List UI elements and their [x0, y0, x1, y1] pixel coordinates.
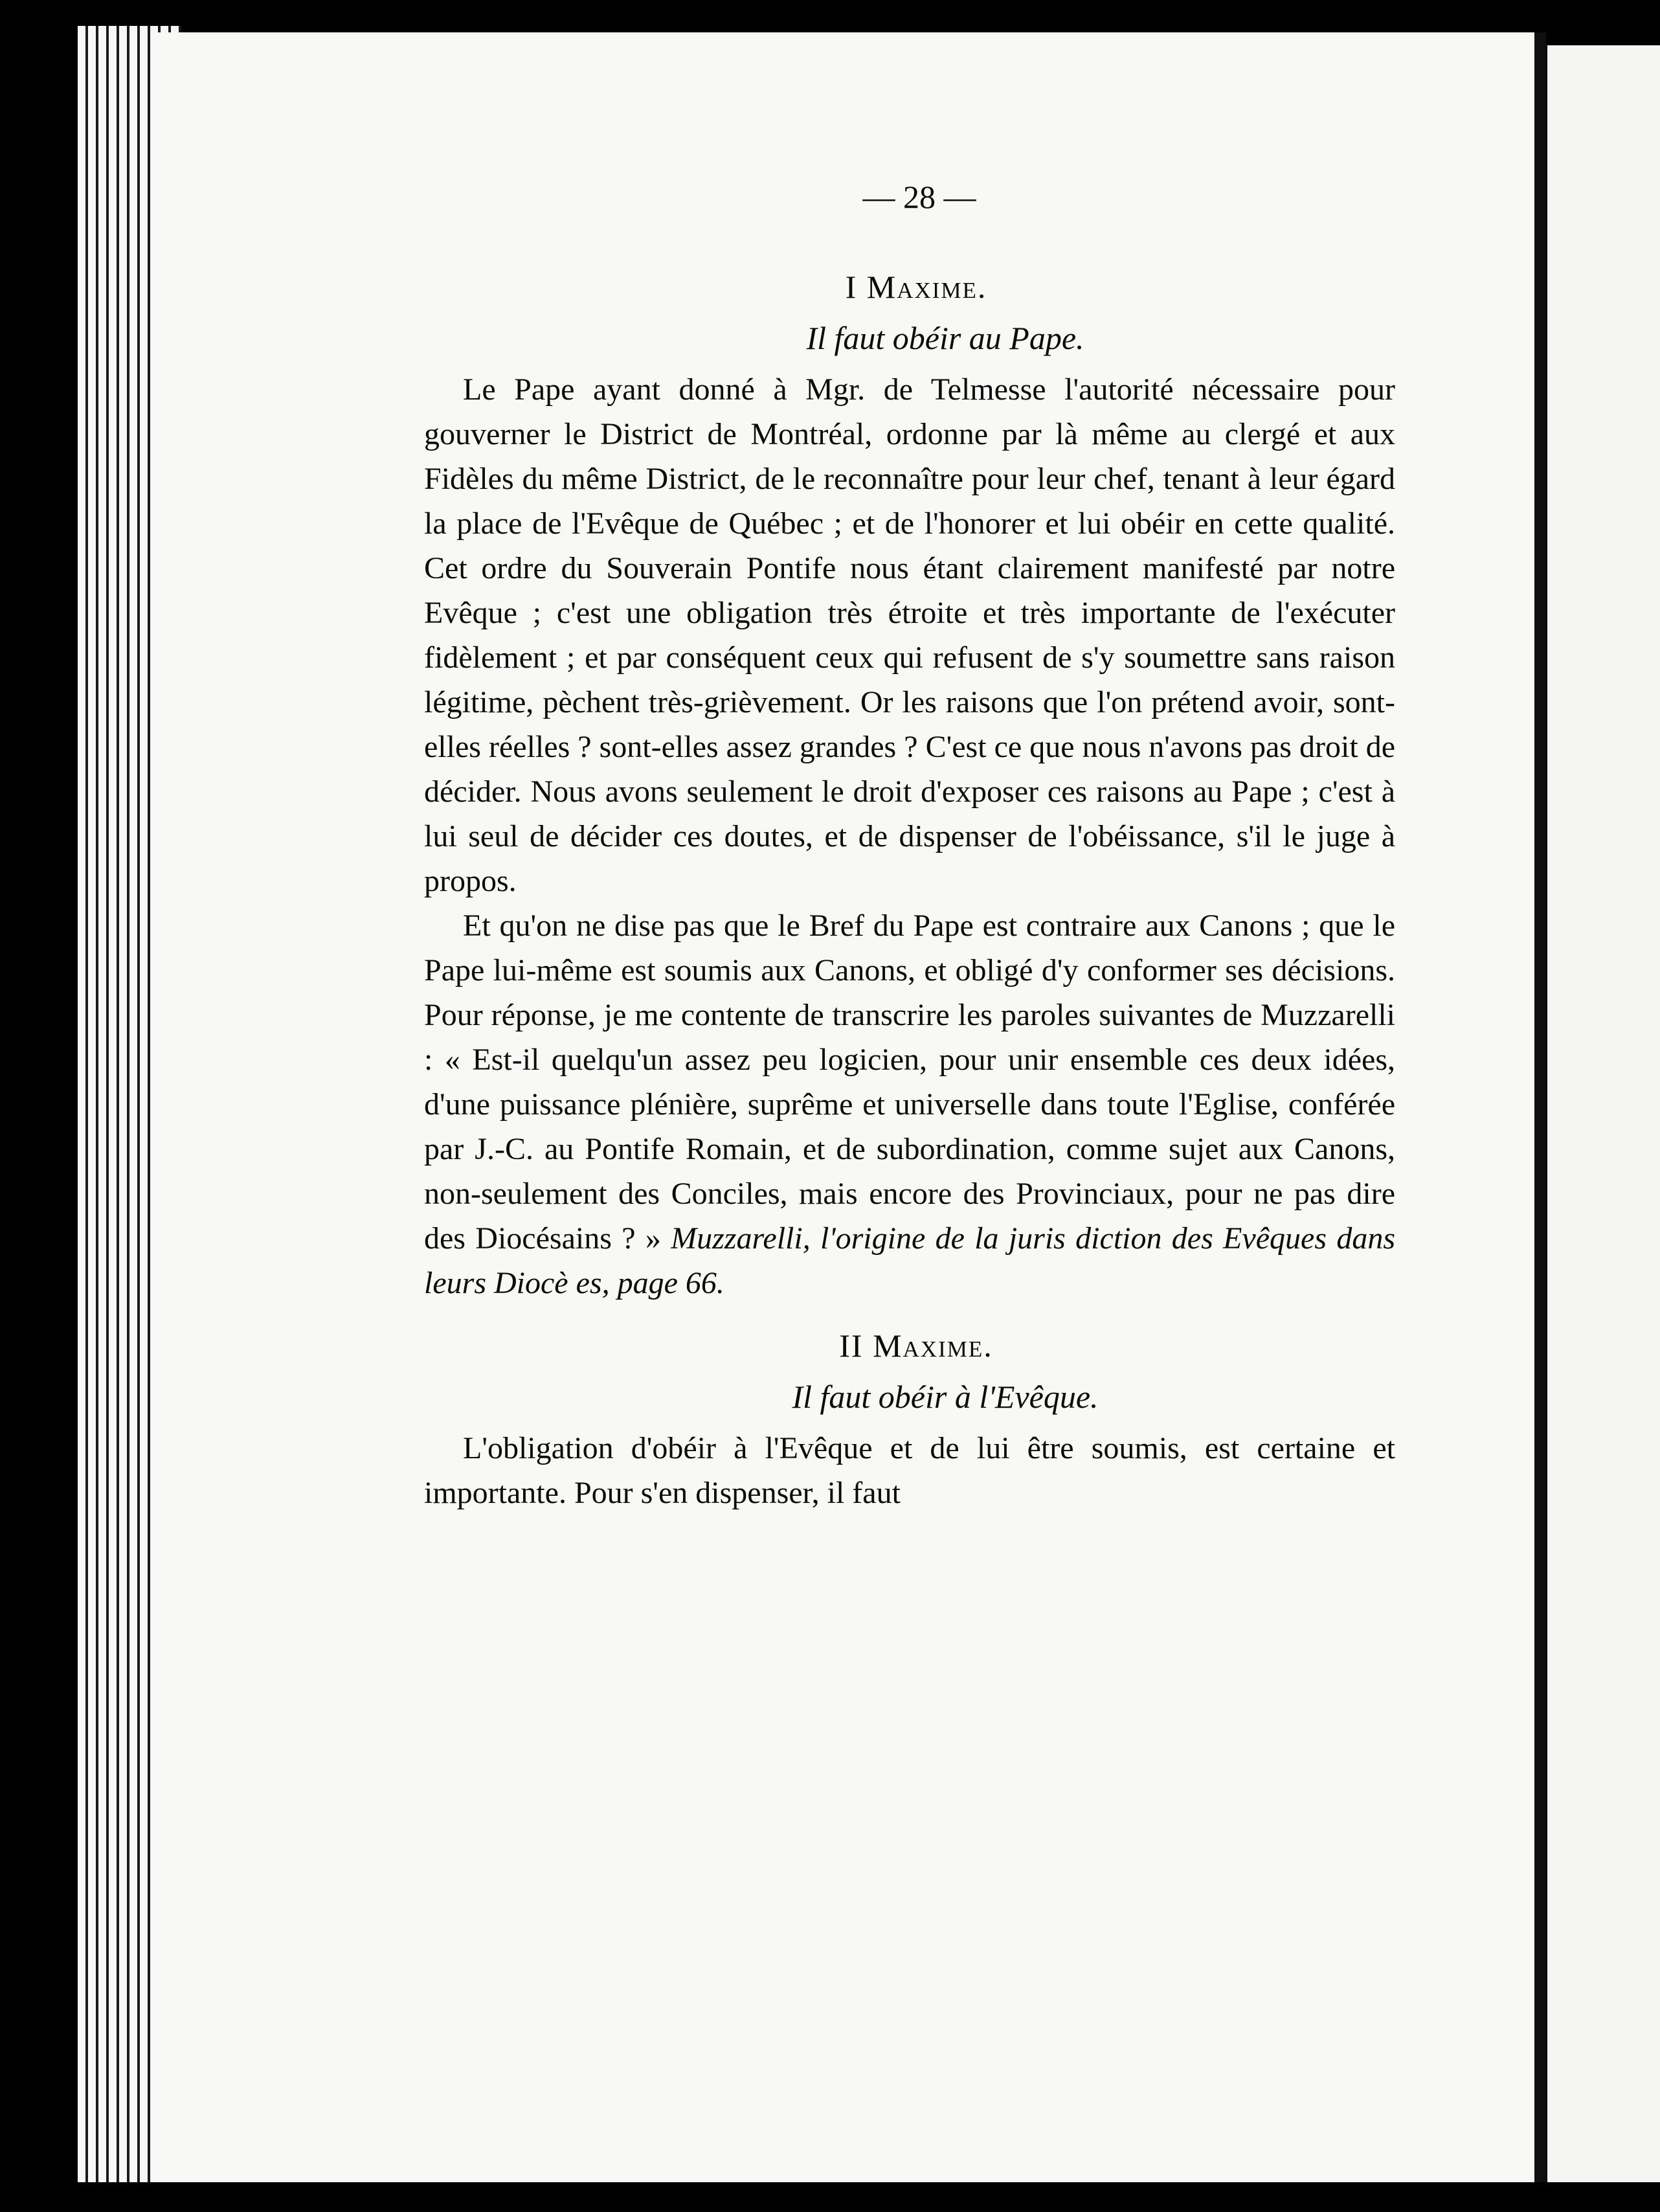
section-subheading-1: Il faut obéir au Pape. [806, 320, 1084, 356]
section-heading-2 [424, 1324, 1395, 1368]
paragraph-canons-text: Et qu'on ne dise pas que le Bref du Pape est contraire aux Canons ; que le Pape lui-même est soumis aux Canons, et obligé d'y conformer ses décisions. Pour réponse, je me contente de transcrire les paroles suivantes de Muzzarelli : « Est-il quelqu'un assez peu logicien, pour unir ensemble ces deux idées, d'une puissance plénière, suprême et universelle dans toute l'Eglise, conférée par J.-C. au Pontife Romain, et de subordination, comme sujet aux Canons, non-seulement des Conciles, mais encore des Provinciaux, pour ne pas dire des Diocésains ? » [424, 909, 1395, 1256]
page-text-block [424, 175, 1395, 1515]
heading-word-2: Maxime. [873, 1327, 993, 1364]
heading-word-1: Maxime. [866, 269, 987, 305]
section-gap [424, 1305, 1395, 1324]
paragraph-canons-objection [424, 903, 1395, 1305]
facing-page-edge [1547, 45, 1660, 2182]
paragraph-papal-authority: Le Pape ayant donné à Mgr. de Telmesse l'autorité nécessaire pour gouverner le District de Montréal, ordonne par là même au clergé et aux Fidèles du même District, de le reconnaître pour leur chef, tenant à leur égard la place de l'Evêque de Québec ; et de l'honorer et lui obéir en cette qualité. Cet ordre du Souverain Pontife nous étant clairement manifesté par notre Evêque ; c'est une obligation très étroite et très importante de l'exécuter fidèlement ; et par conséquent ceux qui refusent de s'y soumettre sans raison légitime, pèchent très-grièvement. Or les raisons que l'on prétend avoir, sont-elles réelles ? sont-elles assez grandes ? C'est ce que nous n'avons pas droit de décider. Nous avons seulement le droit d'exposer ces raisons au Pape ; c'est à lui seul de décider ces doutes, et de dispenser de l'obéissance, s'il le juge à propos. [424, 372, 1395, 898]
heading-numeral-1: I [845, 269, 858, 305]
section-subheading-2: Il faut obéir à l'Evêque. [792, 1379, 1099, 1415]
paragraph-bishop-obedience: L'obligation d'obéir à l'Evêque et de lui être soumis, est certaine et importante. Pour s'en dispenser, il faut [424, 1431, 1395, 1510]
heading-numeral-2: II [839, 1327, 864, 1364]
section-heading-1 [424, 265, 1395, 310]
muzzarelli-citation: Muzzarelli, l'origine de la juris diction des Evêques dans leurs Diocè es, page 66. [424, 1221, 1395, 1300]
page-number: — 28 — [862, 179, 976, 215]
